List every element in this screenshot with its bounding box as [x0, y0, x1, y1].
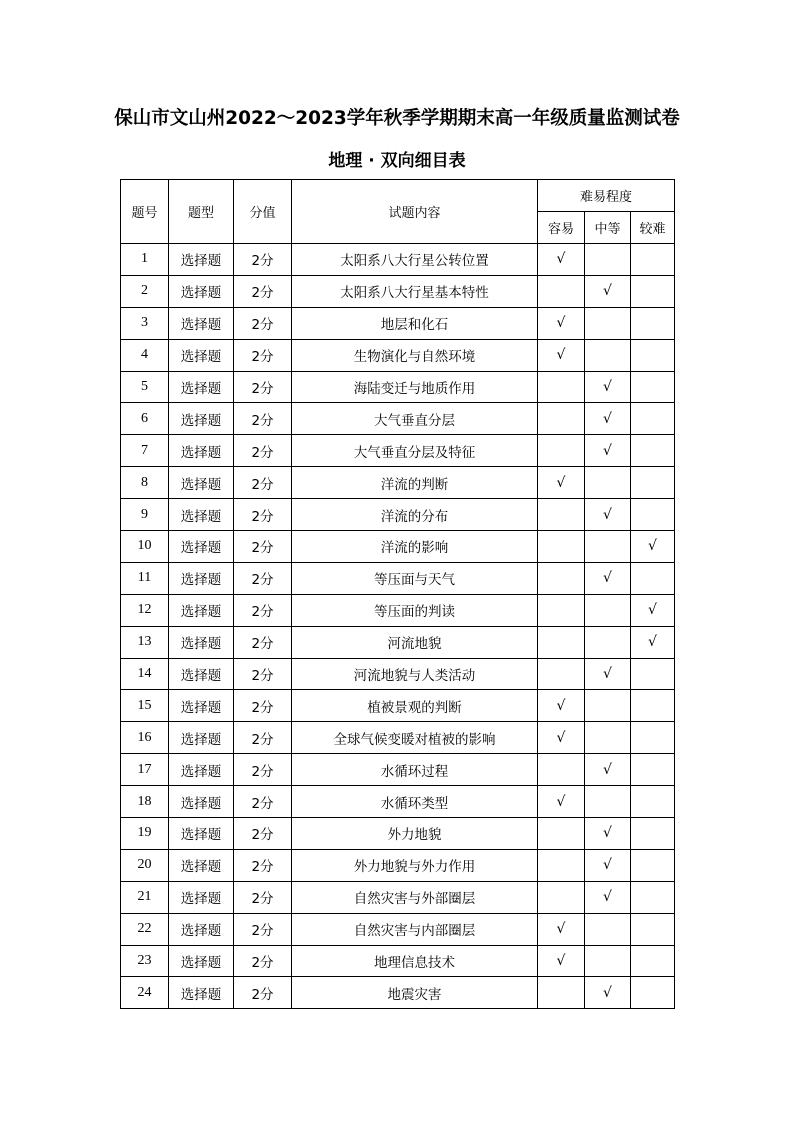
cell-easy-check: [538, 403, 585, 435]
cell-score: 2分: [234, 722, 292, 754]
cell-content: 河流地貌与人类活动: [292, 658, 538, 690]
cell-type: 选择题: [169, 849, 234, 881]
cell-hard-check: [631, 881, 675, 913]
cell-score: 2分: [234, 786, 292, 818]
table-row: [121, 275, 675, 307]
cell-content: 地层和化石: [292, 307, 538, 339]
cell-type: 选择题: [169, 722, 234, 754]
cell-easy-check: √: [538, 244, 585, 276]
cell-type: 选择题: [169, 881, 234, 913]
cell-number: 15: [121, 690, 169, 722]
cell-medium-check: √: [585, 881, 631, 913]
cell-medium-check: [585, 594, 631, 626]
cell-content: 太阳系八大行星基本特性: [292, 275, 538, 307]
table-row: [121, 977, 675, 1009]
cell-score: 2分: [234, 690, 292, 722]
cell-easy-check: √: [538, 307, 585, 339]
header-easy: 容易: [538, 212, 585, 244]
cell-score: 2分: [234, 531, 292, 563]
cell-number: 16: [121, 722, 169, 754]
cell-score: 2分: [234, 913, 292, 945]
cell-content: 河流地貌: [292, 626, 538, 658]
cell-type: 选择题: [169, 818, 234, 850]
cell-easy-check: [538, 881, 585, 913]
cell-score: 2分: [234, 562, 292, 594]
cell-hard-check: √: [631, 594, 675, 626]
cell-hard-check: [631, 690, 675, 722]
cell-easy-check: [538, 658, 585, 690]
cell-type: 选择题: [169, 626, 234, 658]
header-medium: 中等: [585, 212, 631, 244]
cell-number: 8: [121, 467, 169, 499]
cell-type: 选择题: [169, 754, 234, 786]
cell-medium-check: √: [585, 562, 631, 594]
cell-content: 外力地貌与外力作用: [292, 849, 538, 881]
table-row: [121, 690, 675, 722]
cell-easy-check: √: [538, 339, 585, 371]
table-row: [121, 371, 675, 403]
cell-content: 等压面的判读: [292, 594, 538, 626]
cell-easy-check: [538, 626, 585, 658]
table-row: [121, 881, 675, 913]
cell-content: 等压面与天气: [292, 562, 538, 594]
cell-hard-check: [631, 977, 675, 1009]
table-row: [121, 562, 675, 594]
table-row: [121, 531, 675, 563]
cell-hard-check: [631, 818, 675, 850]
cell-number: 20: [121, 849, 169, 881]
table-row: [121, 594, 675, 626]
cell-type: 选择题: [169, 786, 234, 818]
cell-easy-check: [538, 435, 585, 467]
table-row: [121, 658, 675, 690]
cell-score: 2分: [234, 594, 292, 626]
cell-score: 2分: [234, 371, 292, 403]
cell-score: 2分: [234, 881, 292, 913]
cell-score: 2分: [234, 945, 292, 977]
cell-type: 选择题: [169, 403, 234, 435]
cell-number: 19: [121, 818, 169, 850]
cell-medium-check: √: [585, 435, 631, 467]
cell-medium-check: √: [585, 275, 631, 307]
cell-medium-check: [585, 786, 631, 818]
cell-number: 5: [121, 371, 169, 403]
cell-score: 2分: [234, 435, 292, 467]
cell-number: 6: [121, 403, 169, 435]
cell-score: 2分: [234, 499, 292, 531]
detail-table: [120, 179, 675, 1009]
cell-hard-check: [631, 467, 675, 499]
cell-content: 水循环类型: [292, 786, 538, 818]
cell-number: 3: [121, 307, 169, 339]
cell-type: 选择题: [169, 531, 234, 563]
cell-score: 2分: [234, 818, 292, 850]
cell-medium-check: √: [585, 977, 631, 1009]
cell-easy-check: √: [538, 913, 585, 945]
cell-easy-check: √: [538, 786, 585, 818]
cell-hard-check: [631, 562, 675, 594]
cell-score: 2分: [234, 658, 292, 690]
table-row: [121, 403, 675, 435]
cell-easy-check: [538, 818, 585, 850]
cell-medium-check: [585, 244, 631, 276]
cell-type: 选择题: [169, 658, 234, 690]
cell-score: 2分: [234, 339, 292, 371]
cell-hard-check: [631, 499, 675, 531]
cell-hard-check: [631, 754, 675, 786]
cell-type: 选择题: [169, 499, 234, 531]
header-score: 分值: [234, 180, 292, 244]
cell-type: 选择题: [169, 562, 234, 594]
cell-number: 24: [121, 977, 169, 1009]
cell-score: 2分: [234, 977, 292, 1009]
header-content: 试题内容: [292, 180, 538, 244]
cell-number: 23: [121, 945, 169, 977]
cell-content: 外力地貌: [292, 818, 538, 850]
table-row: [121, 307, 675, 339]
table-row: [121, 722, 675, 754]
cell-hard-check: [631, 244, 675, 276]
cell-type: 选择题: [169, 244, 234, 276]
cell-medium-check: [585, 626, 631, 658]
cell-medium-check: [585, 339, 631, 371]
cell-type: 选择题: [169, 307, 234, 339]
cell-type: 选择题: [169, 435, 234, 467]
cell-number: 13: [121, 626, 169, 658]
table-row: [121, 754, 675, 786]
table-row: [121, 786, 675, 818]
cell-medium-check: √: [585, 403, 631, 435]
cell-number: 4: [121, 339, 169, 371]
cell-hard-check: [631, 945, 675, 977]
table-row: [121, 945, 675, 977]
cell-hard-check: [631, 722, 675, 754]
cell-content: 水循环过程: [292, 754, 538, 786]
cell-content: 海陆变迁与地质作用: [292, 371, 538, 403]
cell-hard-check: [631, 371, 675, 403]
header-type: 题型: [169, 180, 234, 244]
cell-number: 7: [121, 435, 169, 467]
cell-easy-check: [538, 977, 585, 1009]
cell-score: 2分: [234, 849, 292, 881]
cell-number: 9: [121, 499, 169, 531]
cell-hard-check: [631, 913, 675, 945]
cell-number: 12: [121, 594, 169, 626]
cell-hard-check: [631, 403, 675, 435]
cell-medium-check: [585, 531, 631, 563]
cell-medium-check: √: [585, 371, 631, 403]
cell-medium-check: [585, 945, 631, 977]
cell-easy-check: [538, 754, 585, 786]
table-body: [121, 244, 675, 1009]
cell-content: 太阳系八大行星公转位置: [292, 244, 538, 276]
cell-number: 22: [121, 913, 169, 945]
cell-score: 2分: [234, 307, 292, 339]
cell-medium-check: √: [585, 658, 631, 690]
cell-score: 2分: [234, 275, 292, 307]
cell-hard-check: [631, 435, 675, 467]
cell-hard-check: [631, 849, 675, 881]
cell-content: 全球气候变暖对植被的影响: [292, 722, 538, 754]
table-row: [121, 849, 675, 881]
cell-medium-check: [585, 307, 631, 339]
cell-content: 洋流的影响: [292, 531, 538, 563]
cell-hard-check: [631, 307, 675, 339]
table-row: [121, 818, 675, 850]
table-header-row: [121, 180, 675, 212]
header-hard: 较难: [631, 212, 675, 244]
document-subtitle: 地理 · 双向细目表: [328, 151, 466, 171]
cell-hard-check: √: [631, 531, 675, 563]
table-row: [121, 626, 675, 658]
document-title: 保山市文山州2022～2023学年秋季学期期末高一年级质量监测试卷: [114, 108, 680, 129]
cell-content: 地震灾害: [292, 977, 538, 1009]
cell-easy-check: √: [538, 690, 585, 722]
cell-hard-check: √: [631, 626, 675, 658]
cell-number: 2: [121, 275, 169, 307]
cell-medium-check: √: [585, 849, 631, 881]
cell-content: 大气垂直分层: [292, 403, 538, 435]
cell-number: 14: [121, 658, 169, 690]
cell-content: 地理信息技术: [292, 945, 538, 977]
header-difficulty: 难易程度: [538, 180, 675, 212]
cell-easy-check: [538, 499, 585, 531]
cell-hard-check: [631, 275, 675, 307]
cell-hard-check: [631, 658, 675, 690]
table-row: [121, 339, 675, 371]
cell-number: 21: [121, 881, 169, 913]
cell-score: 2分: [234, 467, 292, 499]
cell-content: 自然灾害与外部圈层: [292, 881, 538, 913]
cell-easy-check: [538, 531, 585, 563]
cell-number: 18: [121, 786, 169, 818]
cell-easy-check: [538, 275, 585, 307]
cell-number: 10: [121, 531, 169, 563]
table-row: [121, 435, 675, 467]
cell-score: 2分: [234, 754, 292, 786]
cell-medium-check: √: [585, 818, 631, 850]
table-row: [121, 913, 675, 945]
cell-type: 选择题: [169, 275, 234, 307]
cell-content: 洋流的分布: [292, 499, 538, 531]
cell-easy-check: √: [538, 945, 585, 977]
cell-type: 选择题: [169, 371, 234, 403]
cell-type: 选择题: [169, 467, 234, 499]
cell-type: 选择题: [169, 690, 234, 722]
cell-content: 自然灾害与内部圈层: [292, 913, 538, 945]
cell-score: 2分: [234, 626, 292, 658]
cell-hard-check: [631, 339, 675, 371]
cell-easy-check: √: [538, 722, 585, 754]
cell-medium-check: [585, 913, 631, 945]
cell-content: 大气垂直分层及特征: [292, 435, 538, 467]
cell-score: 2分: [234, 244, 292, 276]
table-row: [121, 244, 675, 276]
table-row: [121, 499, 675, 531]
cell-content: 植被景观的判断: [292, 690, 538, 722]
header-number: 题号: [121, 180, 169, 244]
cell-type: 选择题: [169, 594, 234, 626]
cell-type: 选择题: [169, 977, 234, 1009]
cell-medium-check: √: [585, 499, 631, 531]
cell-content: 生物演化与自然环境: [292, 339, 538, 371]
cell-number: 1: [121, 244, 169, 276]
cell-content: 洋流的判断: [292, 467, 538, 499]
cell-easy-check: √: [538, 467, 585, 499]
cell-easy-check: [538, 849, 585, 881]
cell-easy-check: [538, 594, 585, 626]
cell-number: 11: [121, 562, 169, 594]
cell-score: 2分: [234, 403, 292, 435]
cell-easy-check: [538, 371, 585, 403]
cell-type: 选择题: [169, 945, 234, 977]
table-row: [121, 467, 675, 499]
cell-medium-check: [585, 467, 631, 499]
cell-medium-check: [585, 690, 631, 722]
cell-medium-check: [585, 722, 631, 754]
cell-medium-check: √: [585, 754, 631, 786]
cell-type: 选择题: [169, 913, 234, 945]
cell-hard-check: [631, 786, 675, 818]
cell-type: 选择题: [169, 339, 234, 371]
cell-number: 17: [121, 754, 169, 786]
cell-easy-check: [538, 562, 585, 594]
